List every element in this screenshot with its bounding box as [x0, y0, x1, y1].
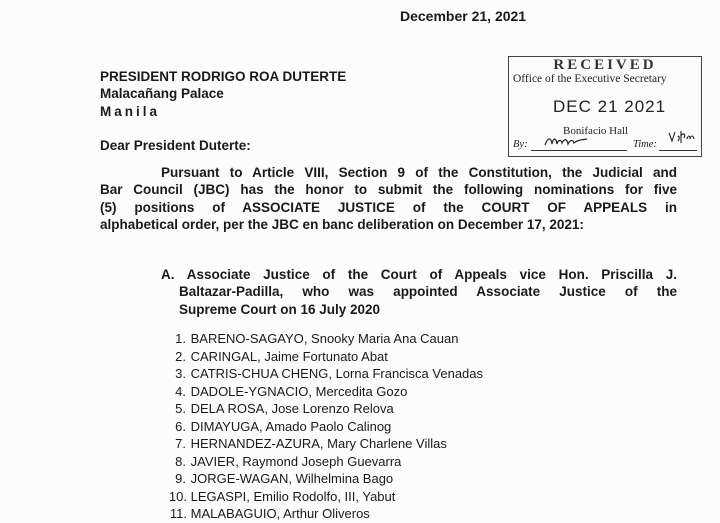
handwritten-signature: [543, 133, 589, 149]
nominee-given-name: Emilio Rodolfo, III, Yabut: [253, 488, 396, 504]
recipient-city: Manila: [100, 104, 161, 119]
list-item: [163, 400, 483, 418]
stamp-date: DEC 21 2021: [553, 97, 667, 116]
list-item-number: 11.: [169, 506, 187, 521]
list-item-number: 9.: [175, 471, 186, 486]
list-item-number: 5.: [175, 401, 186, 416]
list-item-number: 2.: [175, 348, 186, 364]
name-separator: ,: [264, 401, 272, 416]
list-item: [163, 505, 483, 523]
list-item-number: 7.: [175, 436, 186, 451]
nominee-given-name: Jose Lorenzo Relova: [271, 401, 394, 416]
list-item: [163, 435, 483, 453]
name-separator: ,: [308, 383, 316, 399]
section-a-text: Associate Justice of the Court of Appeals vice Hon. Priscilla J.: [186, 267, 678, 282]
nominee-surname: JORGE-WAGAN: [190, 471, 289, 486]
recipient-name: PRESIDENT RODRIGO ROA DUTERTE: [100, 69, 347, 84]
list-item: [163, 470, 483, 488]
list-item: [163, 330, 483, 348]
nominee-given-name: Mercedita Gozo: [315, 383, 408, 399]
name-separator: ,: [235, 453, 243, 469]
nominee-given-name: Wilhelmina Bago: [295, 471, 394, 486]
nominee-given-name: Raymond Joseph Guevarra: [242, 453, 402, 469]
nominee-surname: DIMAYUGA: [190, 418, 260, 434]
intro-line: (5) positions of ASSOCIATE JUSTICE of the COURT OF APPEALS in: [100, 199, 677, 215]
nominee-given-name: Lorna Francisca Venadas: [335, 366, 484, 381]
list-item-number: 10.: [168, 488, 187, 504]
intro-line: Pursuant to Article VIII, Section 9 of the Constitution, the Judicial and: [161, 165, 677, 180]
salutation: Dear President Duterte:: [100, 138, 251, 153]
recipient-place: Malacañang Palace: [100, 86, 224, 101]
intro-line: alphabetical order, per the JBC en banc deliberation on December 17, 2021:: [100, 216, 584, 232]
nominee-surname: JAVIER: [190, 453, 236, 469]
list-item-number: 1.: [175, 331, 186, 346]
nominee-list: [163, 330, 483, 523]
letter-date: December 21, 2021: [400, 8, 527, 24]
list-item: [163, 348, 483, 366]
list-item: [163, 453, 483, 471]
stamp-by-label: By:: [513, 139, 528, 150]
name-separator: ,: [319, 436, 328, 451]
section-a-marker: A.: [161, 267, 175, 282]
stamp-hall: Bonifacio Hall: [563, 125, 629, 137]
handwritten-time: [667, 127, 697, 145]
nominee-surname: DADOLE-YGNACIO: [190, 383, 309, 399]
nominee-surname: MALABAGUIO: [190, 506, 277, 521]
section-a-line: [161, 266, 677, 283]
list-item: [163, 365, 483, 383]
nominee-surname: CATRIS-CHUA CHENG: [190, 366, 329, 381]
list-item-number: 8.: [175, 453, 186, 469]
section-a-line: Supreme Court on 16 July 2020: [179, 301, 381, 317]
stamp-received-label: RECEIVED: [553, 57, 657, 73]
name-separator: ,: [303, 331, 312, 346]
stamp-time-line: [659, 150, 697, 151]
nominee-given-name: Mary Charlene Villas: [327, 436, 447, 451]
list-item: [163, 488, 483, 506]
list-item-number: 3.: [175, 366, 186, 381]
name-separator: ,: [259, 418, 266, 434]
name-separator: ,: [257, 348, 265, 364]
stamp-time-label: Time:: [633, 139, 657, 150]
intro-line: Bar Council (JBC) has the honor to submit the following nominations for five: [100, 182, 677, 198]
list-item-number: 4.: [175, 383, 186, 399]
section-a: [161, 266, 677, 318]
name-separator: ,: [328, 366, 336, 381]
section-a-line: Baltazar-Padilla, who was appointed Associate Justice of the: [179, 284, 677, 300]
list-item: [163, 418, 483, 436]
nominee-given-name: Amado Paolo Calinog: [265, 418, 392, 434]
stamp-by-line: [531, 150, 627, 151]
list-item-number: 6.: [175, 418, 186, 434]
nominee-surname: BARENO-SAGAYO: [190, 331, 304, 346]
nominee-surname: HERNANDEZ-AZURA: [190, 436, 320, 451]
nominee-surname: DELA ROSA: [190, 401, 265, 416]
nominee-given-name: Arthur Oliveros: [283, 506, 370, 521]
stamp-office: Office of the Executive Secretary: [513, 73, 667, 85]
intro-paragraph: [100, 164, 677, 233]
name-separator: ,: [276, 506, 284, 521]
name-separator: ,: [288, 471, 296, 486]
nominee-surname: CARINGAL: [190, 348, 258, 364]
name-separator: ,: [246, 488, 254, 504]
nominee-given-name: Jaime Fortunato Abat: [264, 348, 388, 364]
nominee-given-name: Snooky Maria Ana Cauan: [311, 331, 459, 346]
nominee-surname: LEGASPI: [190, 488, 247, 504]
received-stamp: [508, 56, 702, 157]
list-item: [163, 383, 483, 401]
